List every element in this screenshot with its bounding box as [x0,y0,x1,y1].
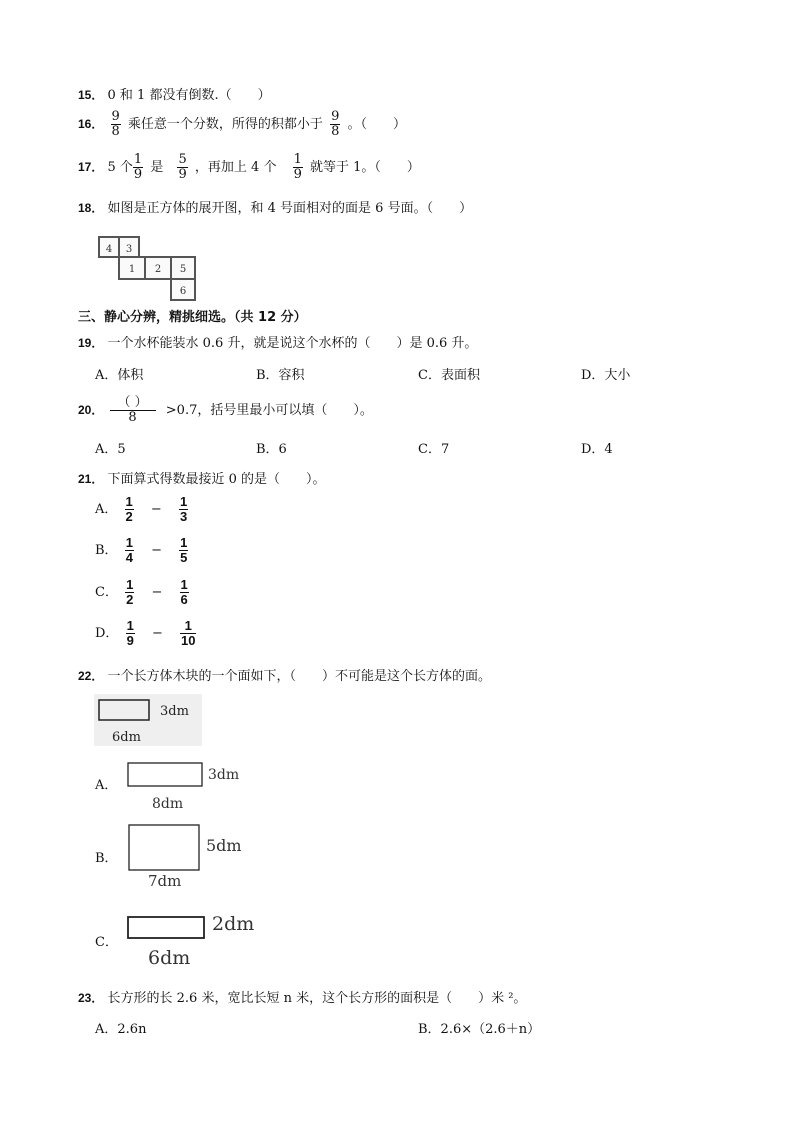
option-c: C．7 [418,442,450,457]
option-b: B． $\frac{1}{4}$ − $\frac{1}{5}$ [95,535,188,565]
question-23 [78,987,526,1006]
option-b: B．容积 [256,368,305,383]
fraction: $\frac{1}{9}$ [293,152,302,182]
net-face-label: 6 [179,286,187,297]
option-a-label: A． [95,778,118,793]
question-text: 一个长方体木块的一个面如下，（ ）不可能是这个长方体的面。 [107,669,492,684]
question-number: 23． [78,991,104,1005]
question-number: 18． [78,201,104,215]
given-face-figure [94,694,202,746]
width-label: 7dm [148,872,182,890]
cube-net-figure [96,232,202,302]
fraction: $\frac{9}{8}$ [331,109,340,139]
option-a-figure [126,760,246,816]
option-a: A．5 [95,442,126,457]
question-text: ，再加上 4 个 [194,160,277,175]
option-a: A．体积 [95,368,144,383]
option-b-figure [126,822,252,892]
question-17 [78,153,420,182]
question-text: 5 个 [107,160,133,175]
question-number: 20． [78,403,104,417]
option-c-figure [126,908,266,970]
question-text: 乘任意一个分数，所得的积都小于 [127,117,323,132]
fraction: $\frac{9}{8}$ [111,109,120,139]
net-face-label: 2 [154,264,162,275]
width-label: 6dm [148,947,191,969]
question-number: 15． [78,88,104,102]
option-b: B．6 [256,442,287,457]
question-text: 是 [150,160,164,175]
question-number: 21． [78,472,104,486]
option-b-label: B． [95,851,118,866]
height-label: 2dm [212,913,255,935]
question-text: 0 和 1 都没有倒数.（ ） [107,88,271,103]
net-face-label: 4 [105,244,113,255]
net-face-label: 1 [128,264,136,275]
question-text-end: 就等于 1。（ ） [310,160,420,175]
fraction-blank: $\frac{( )}{8}$ [110,396,156,425]
option-c: C． $\frac{1}{2}$ − $\frac{1}{6}$ [95,577,188,607]
question-15 [78,84,271,103]
fraction: $\frac{5}{9}$ [178,152,187,182]
question-text: 一个水杯能装水 0.6 升，就是说这个水杯的（ ）是 0.6 升。 [107,336,478,351]
option-d: D． $\frac{1}{9}$ − $\frac{1}{10}$ [95,618,196,648]
width-label: 8dm [152,796,184,812]
height-label: 3dm [208,767,240,783]
option-d: D．4 [581,442,613,457]
option-d: D．大小 [581,368,631,383]
question-19 [78,332,477,351]
question-text: 如图是正方体的展开图，和 4 号面相对的面是 6 号面。（ ） [107,201,473,216]
question-18 [78,197,472,216]
question-text-end: 。（ ） [347,117,407,132]
option-a: A． $\frac{1}{2}$ − $\frac{1}{3}$ [95,494,188,524]
question-number: 16． [78,117,104,131]
option-c-label: C． [95,935,118,950]
question-text: >0.7，括号里最小可以填（ ）。 [165,403,373,418]
question-text: 下面算式得数最接近 0 的是（ ）。 [107,472,326,487]
question-text: 长方形的长 2.6 米，宽比长短 n 米，这个长方形的面积是（ ）米 ²。 [107,991,527,1006]
question-number: 17． [78,160,104,174]
width-label: 6dm [112,730,141,745]
section-heading: 三、静心分辨，精挑细选。（共 12 分） [78,310,307,325]
option-c: C．表面积 [418,368,480,383]
height-label: 5dm [206,836,242,855]
net-face-label: 5 [179,264,187,275]
fraction: $\frac{1}{9}$ [133,152,143,182]
option-a: A．2.6n [95,1022,147,1037]
question-21 [78,468,326,487]
net-face-label: 3 [125,244,133,255]
question-22 [78,665,491,684]
question-16 [78,110,406,139]
question-20 [78,396,373,425]
question-number: 22． [78,669,104,683]
height-label: 3dm [160,704,189,719]
option-b: B．2.6×（2.6＋n） [418,1022,541,1037]
question-number: 19． [78,336,104,350]
